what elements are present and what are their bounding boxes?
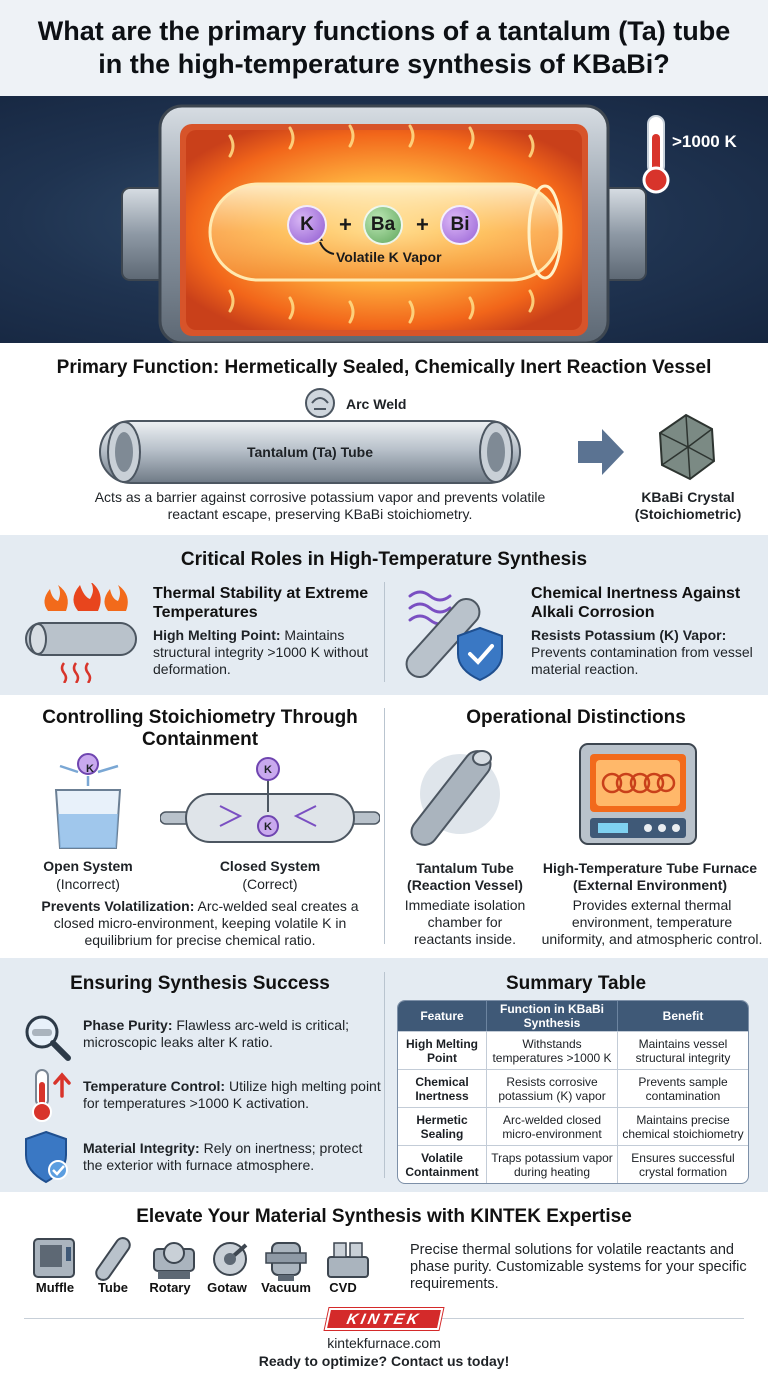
primary-function-heading: Primary Function: Hermetically Sealed, Chemically Inert Reaction Vessel — [56, 357, 712, 378]
thermometer-up-icon — [24, 1068, 74, 1124]
table-cell: Hermetic Sealing — [398, 1108, 487, 1145]
divider — [384, 708, 385, 944]
product-label-cvd: CVD — [329, 1280, 357, 1295]
product-label-vacuum: Vacuum — [261, 1280, 311, 1295]
k-atom-open: K — [86, 763, 94, 775]
table-cell: High Melting Point — [398, 1032, 487, 1069]
stoichiometry-text — [22, 898, 378, 949]
table-cell: Maintains vessel structural integrity — [635, 1036, 731, 1065]
product-icons-row — [20, 1235, 390, 1283]
vacuum-furnace-icon — [266, 1243, 306, 1281]
stoichiometry-lead: Prevents Volatilization: — [41, 898, 195, 914]
cta-text: Precise thermal solutions for volatile reactants and phase purity. Customizable systems for your specific requirements. — [410, 1242, 747, 1292]
page-title: What are the primary functions of a tantalum (Ta) tube in the high-temperature synthesis of KBaBi? — [37, 16, 731, 79]
shield-check-icon — [400, 580, 520, 685]
contact-cta[interactable]: Ready to optimize? Contact us today! — [258, 1353, 510, 1369]
table-header-row — [398, 1001, 748, 1031]
success-heading: Ensuring Synthesis Success — [70, 973, 330, 994]
kintek-logo: KINTEK — [325, 1308, 444, 1330]
table-header-cell: Feature — [398, 1001, 487, 1031]
table-row — [398, 1069, 748, 1107]
tube-vessel-title: Tantalum Tube (Reaction Vessel) — [407, 860, 523, 893]
success-text-material: Rely on inertness; protect the exterior with furnace atmosphere. — [83, 1140, 363, 1173]
product-label-tube: Tube — [97, 1280, 129, 1295]
potassium-atom: K — [287, 205, 327, 245]
table-cell: Maintains precise chemical stoichiometry — [622, 1112, 744, 1141]
chemical-text — [531, 627, 756, 678]
summary-heading: Summary Table — [505, 973, 647, 994]
bismuth-atom: Bi — [440, 205, 480, 245]
arc-weld-label: Arc Weld — [346, 396, 407, 412]
table-cell: Arc-welded closed micro-environment — [487, 1108, 618, 1145]
table-header-cell: Benefit — [662, 1009, 704, 1023]
k-atom-closed-top: K — [264, 764, 272, 776]
success-lead-material: Material Integrity: — [83, 1140, 200, 1156]
table-cell: Traps potassium vapor during heating — [487, 1146, 618, 1183]
website-link[interactable]: kintekfurnace.com — [327, 1335, 441, 1351]
shield-check-icon — [24, 1130, 74, 1184]
muffle-furnace-icon — [34, 1239, 74, 1277]
cta-heading: Elevate Your Material Synthesis with KINTEK Expertise — [136, 1206, 632, 1227]
success-text-temperature: Utilize high melting point for temperatures >1000 K activation. — [83, 1078, 381, 1111]
table-cell: Ensures successful crystal formation — [631, 1150, 735, 1179]
thermal-text — [153, 627, 383, 678]
plus-sign: + — [416, 212, 429, 237]
success-text-phase: Flawless arc-weld is critical; microscopic leaks alter K ratio. — [83, 1017, 350, 1050]
critical-roles-heading: Critical Roles in High-Temperature Synthesis — [180, 549, 588, 570]
chemical-title: Chemical Inertness Against Alkali Corrosion — [531, 585, 741, 621]
table-row — [398, 1145, 748, 1183]
thermal-lead: High Melting Point: — [153, 627, 281, 643]
divider — [384, 972, 385, 1178]
rotary-furnace-icon — [154, 1243, 194, 1279]
title-banner — [0, 0, 768, 96]
vapor-label: Volatile K Vapor — [336, 249, 442, 265]
table-cell: Withstands temperatures >1000 K — [487, 1032, 618, 1069]
tube-furnace-icon — [578, 742, 698, 852]
thermal-title: Thermal Stability at Extreme Temperatures — [153, 585, 369, 621]
temperature-label: >1000 K — [672, 132, 737, 151]
tube-icon — [94, 1235, 133, 1282]
furnace-title: High-Temperature Tube Furnace (External Environment) — [542, 860, 758, 893]
product-label-muffle: Muffle — [35, 1280, 75, 1295]
table-row — [398, 1031, 748, 1069]
success-lead-temperature: Temperature Control: — [83, 1078, 226, 1094]
product-label-rotary: Rotary — [149, 1280, 191, 1295]
success-lead-phase: Phase Purity: — [83, 1017, 173, 1033]
tantalum-tube-vessel-icon — [410, 742, 500, 852]
primary-description: Acts as a barrier against corrosive potassium vapor and prevents volatile reactant escape, preserving KBaBi stoichiometry. — [94, 489, 546, 522]
chemical-desc: Prevents contamination from vessel material reaction. — [531, 644, 753, 677]
closed-system-title: Closed System — [219, 858, 321, 874]
table-cell: Volatile Containment — [398, 1146, 487, 1183]
tube-vessel-text: Immediate isolation chamber for reactants inside. — [404, 897, 526, 947]
cvd-system-icon — [328, 1243, 368, 1277]
k-atom-closed-inner: K — [264, 821, 272, 833]
stoichiometry-desc: Arc-welded seal creates a closed micro-environment, keeping volatile K in equilibrium for precise chemical ratio. — [53, 898, 359, 948]
closed-system-sub: (Correct) — [242, 876, 298, 892]
success-item-material — [83, 1140, 383, 1174]
success-item-phase — [83, 1017, 383, 1051]
tube-label: Tantalum (Ta) Tube — [247, 444, 373, 460]
chemical-lead: Resists Potassium (K) Vapor: — [531, 627, 727, 643]
table-row — [398, 1107, 748, 1145]
magnifier-icon — [22, 1012, 72, 1062]
divider — [384, 582, 385, 682]
crystal-label: KBaBi Crystal (Stoichiometric) — [634, 489, 742, 522]
table-cell: Resists corrosive potassium (K) vapor — [487, 1070, 618, 1107]
open-system-sub: (Incorrect) — [56, 876, 120, 892]
furnace-text: Provides external thermal environment, temperature uniformity, and atmospheric control. — [541, 897, 763, 947]
operational-heading: Operational Distinctions — [466, 707, 686, 728]
barium-atom: Ba — [363, 205, 403, 245]
success-item-temperature — [83, 1078, 383, 1112]
plus-sign: + — [339, 212, 352, 237]
table-cell: Prevents sample contamination — [638, 1074, 728, 1103]
gotaw-icon — [214, 1243, 246, 1275]
thermal-desc: Maintains structural integrity >1000 K without deformation. — [153, 627, 369, 677]
product-label-gotaw: Gotaw — [207, 1280, 247, 1295]
summary-table — [397, 1000, 749, 1184]
table-cell: Chemical Inertness — [398, 1070, 487, 1107]
table-header-cell: Function in KBaBi Synthesis — [487, 1001, 618, 1031]
thermal-tube-flame-icon — [18, 583, 148, 683]
open-system-title: Open System — [43, 858, 133, 874]
stoichiometry-heading: Controlling Stoichiometry Through Containment — [42, 707, 358, 750]
